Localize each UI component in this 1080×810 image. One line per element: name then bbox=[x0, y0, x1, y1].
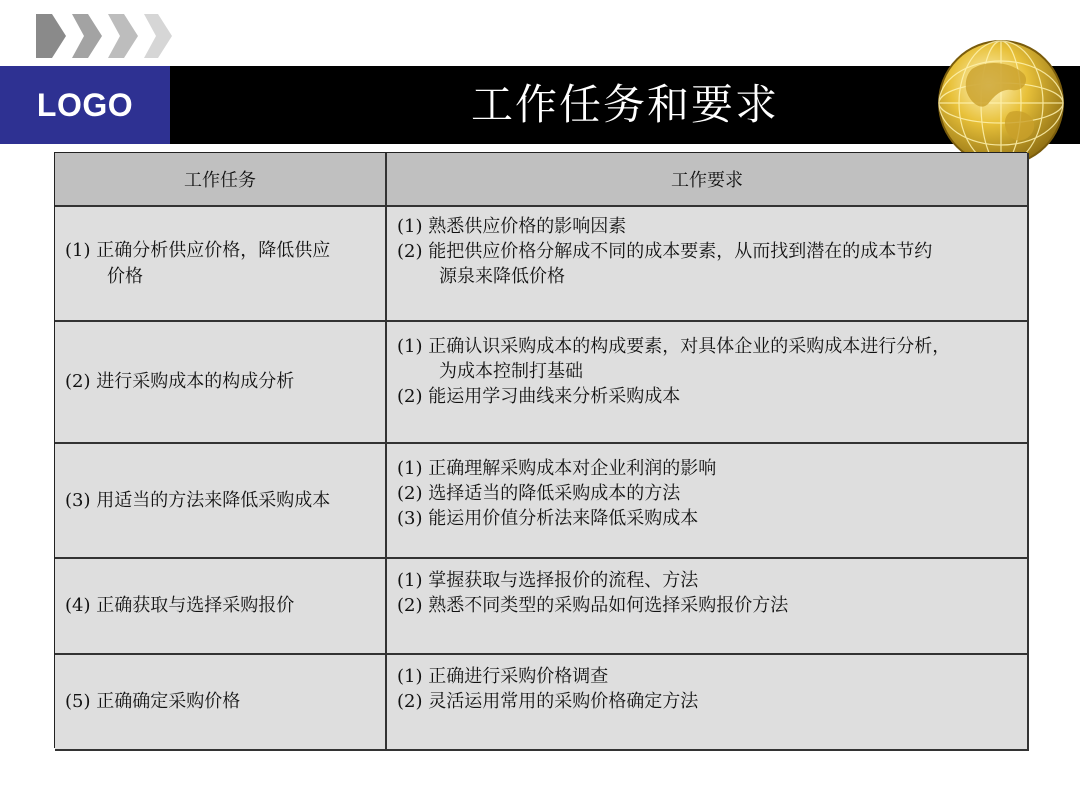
task-cell bbox=[55, 206, 386, 321]
requirement-text: (2) 能运用学习曲线来分析采购成本 bbox=[397, 385, 681, 407]
header-task: 工作任务 bbox=[55, 153, 386, 206]
task-cell bbox=[55, 443, 386, 558]
task-text: (1) 正确分析供应价格，降低供应 bbox=[65, 239, 331, 261]
task-requirement-table bbox=[54, 152, 1027, 748]
task-cell bbox=[55, 558, 386, 654]
table-row bbox=[55, 443, 1028, 558]
task-text: (3) 用适当的方法来降低采购成本 bbox=[65, 489, 331, 511]
table-row bbox=[55, 558, 1028, 654]
requirement-text: (2) 熟悉不同类型的采购品如何选择采购报价方法 bbox=[397, 595, 789, 616]
task-text: 价格 bbox=[107, 265, 143, 287]
requirement-text: (2) 能把供应价格分解成不同的成本要素，从而找到潜在的成本节约 bbox=[397, 241, 933, 262]
task-cell bbox=[55, 321, 386, 443]
logo bbox=[0, 66, 170, 144]
requirement-text: (1) 掌握获取与选择报价的流程、方法 bbox=[397, 570, 699, 591]
logo-text: LOGO bbox=[36, 86, 134, 123]
requirement-cell bbox=[386, 321, 1028, 443]
requirement-text: 源泉来降低价格 bbox=[439, 266, 565, 287]
task-text: (2) 进行采购成本的构成分析 bbox=[65, 371, 295, 392]
table-row bbox=[55, 321, 1028, 443]
task-text: (4) 正确获取与选择采购报价 bbox=[65, 595, 295, 616]
requirement-text: (2) 选择适当的降低采购成本的方法 bbox=[397, 483, 681, 504]
task-cell bbox=[55, 654, 386, 750]
requirement-cell bbox=[386, 206, 1028, 321]
requirement-text: (1) 正确进行采购价格调查 bbox=[397, 666, 609, 687]
task-text: (5) 正确确定采购价格 bbox=[65, 691, 241, 712]
requirement-cell bbox=[386, 654, 1028, 750]
requirement-text: (1) 熟悉供应价格的影响因素 bbox=[397, 216, 627, 237]
requirement-text: 为成本控制打基础 bbox=[439, 360, 583, 382]
table-header-row bbox=[55, 153, 1028, 206]
chevron-arrows-icon bbox=[36, 14, 176, 58]
requirement-text: (1) 正确理解采购成本对企业利润的影响 bbox=[397, 458, 717, 479]
header-requirement: 工作要求 bbox=[386, 153, 1028, 206]
page-title: 工作任务和要求 bbox=[470, 80, 779, 129]
requirement-text: (2) 灵活运用常用的采购价格确定方法 bbox=[397, 691, 699, 712]
requirement-text: (3) 能运用价值分析法来降低采购成本 bbox=[397, 508, 699, 529]
requirement-text: (1) 正确认识采购成本的构成要素，对具体企业的采购成本进行分析， bbox=[397, 335, 951, 357]
requirement-cell bbox=[386, 443, 1028, 558]
table-row bbox=[55, 206, 1028, 321]
requirement-cell bbox=[386, 558, 1028, 654]
table-row bbox=[55, 654, 1028, 750]
